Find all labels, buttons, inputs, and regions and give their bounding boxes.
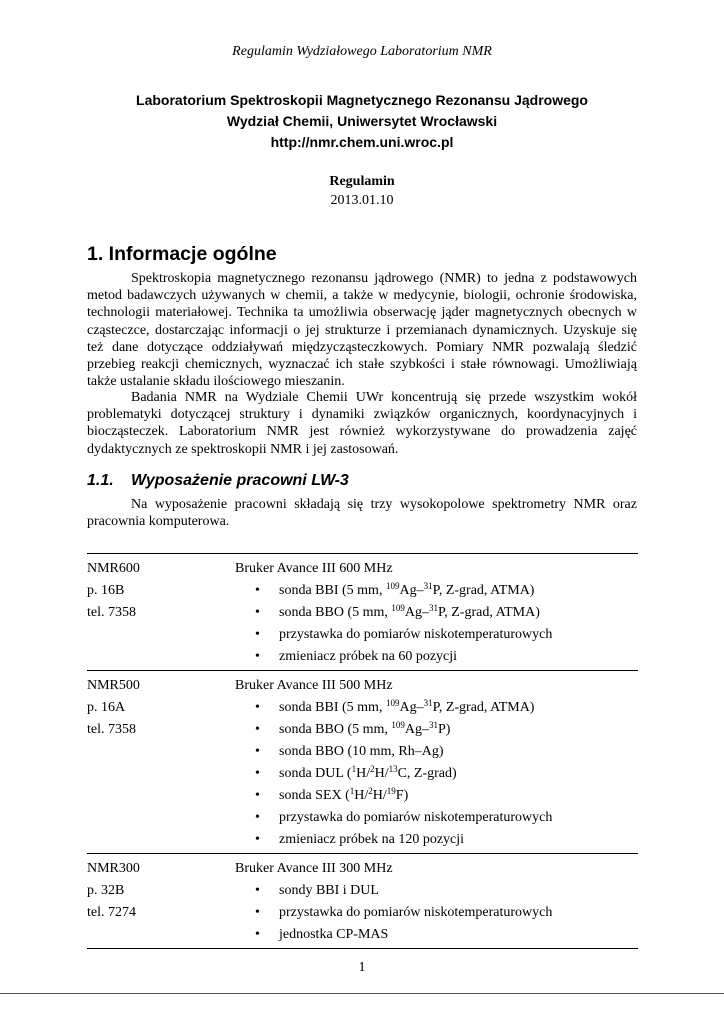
accessory-item: • zmieniacz próbek na 60 pozycji <box>235 646 638 668</box>
faculty-name: Wydział Chemii, Uniwersytet Wrocławski <box>226 113 498 129</box>
equipment-unit-cell <box>87 671 235 854</box>
equipment-unit-cell <box>87 854 235 949</box>
section-1-1-number: 1.1. <box>87 472 114 489</box>
section-1-heading: 1. Informacje ogólne <box>87 243 277 265</box>
room-number: p. 16B <box>87 583 125 598</box>
accessory-item: • sonda SEX ($^1$H/$^2$H/$^{19}$F) <box>235 785 638 807</box>
running-header: Regulamin Wydziałowego Laboratorium NMR <box>232 44 492 59</box>
accessory-item: • sonda BBO (5 mm, $^{109}$Ag–$^{31}$P) <box>235 719 638 741</box>
accessory-item: • przystawka do pomiarów niskotemperaturowych <box>235 624 638 646</box>
spectrometer-model: Bruker Avance III 300 MHz <box>235 861 393 876</box>
phone-number: tel. 7358 <box>87 605 136 620</box>
equipment-spec-cell <box>235 671 638 854</box>
phone-number: tel. 7274 <box>87 905 136 920</box>
equipment-unit-cell <box>87 554 235 671</box>
accessory-item: • sonda DUL ($^1$H/$^2$H/$^{13}$C, Z-grad) <box>235 763 638 785</box>
equipment-row <box>87 671 638 854</box>
accessory-item: • przystawka do pomiarów niskotemperaturowych <box>235 807 638 829</box>
accessory-item: • sonda BBI (5 mm, $^{109}$Ag–$^{31}$P, Z-grad, ATMA) <box>235 697 638 719</box>
accessory-item: • jednostka CP-MAS <box>235 924 638 946</box>
equipment-row <box>87 554 638 671</box>
lab-name: Laboratorium Spektroskopii Magnetycznego Rezonansu Jądrowego <box>136 92 588 108</box>
spectrometer-name: NMR500 <box>87 678 140 693</box>
equipment-row <box>87 854 638 949</box>
accessory-list <box>235 580 638 668</box>
lab-header <box>0 90 724 153</box>
accessory-list <box>235 697 638 851</box>
room-number: p. 16A <box>87 700 126 715</box>
section-1-1-title: Wyposażenie pracowni LW-3 <box>131 472 349 489</box>
regulation-title: Regulamin <box>329 174 395 189</box>
accessory-item: • sonda BBO (5 mm, $^{109}$Ag–$^{31}$P, Z-grad, ATMA) <box>235 602 638 624</box>
accessory-item: • sondy BBI i DUL <box>235 880 638 902</box>
spectrometer-model: Bruker Avance III 600 MHz <box>235 561 393 576</box>
equipment-table <box>87 553 638 949</box>
accessory-item: • przystawka do pomiarów niskotemperaturowych <box>235 902 638 924</box>
section-1-1-intro: Na wyposażenie pracowni składają się trzy wysokopolowe spektrometry NMR oraz pracownia komputerowa. <box>87 497 637 530</box>
spectrometer-model: Bruker Avance III 500 MHz <box>235 678 393 693</box>
footer-divider <box>0 993 724 994</box>
accessory-item: • sonda BBO (10 mm, Rh–Ag) <box>235 741 638 763</box>
room-number: p. 32B <box>87 883 125 898</box>
spectrometer-name: NMR300 <box>87 861 140 876</box>
regulation-title-block <box>0 172 724 210</box>
section-1-paragraph-2: Badania NMR na Wydziale Chemii UWr koncentrują się przede wszystkim wokół problematyki dotyczącej struktury i dynamiki związków organicznych, koordynacyjnych i biocząsteczek. Laboratorium NMR jest również wykorzystywane do prowadzenia zajęć dydaktycznych ze spektroskopii NMR i jej zastosowań. <box>87 390 637 457</box>
section-1-1-heading <box>87 472 349 490</box>
accessory-item: • zmieniacz próbek na 120 pozycji <box>235 829 638 851</box>
spectrometer-name: NMR600 <box>87 561 140 576</box>
regulation-date: 2013.01.10 <box>330 193 394 208</box>
phone-number: tel. 7358 <box>87 722 136 737</box>
accessory-item: • sonda BBI (5 mm, $^{109}$Ag–$^{31}$P, Z-grad, ATMA) <box>235 580 638 602</box>
equipment-spec-cell <box>235 554 638 671</box>
page-number: 1 <box>358 960 366 975</box>
equipment-spec-cell <box>235 854 638 949</box>
lab-url[interactable]: http://nmr.chem.uni.wroc.pl <box>270 134 454 150</box>
section-1-paragraph-1: Spektroskopia magnetycznego rezonansu jądrowego (NMR) to jedna z podstawowych metod badawczych używanych w chemii, a także w medycynie, biologii, ochronie środowiska, technologii materiałowej. Technika ta umożliwia obserwację jąder magnetycznych obecnych w cząsteczce, dostarczając informacji o jej strukturze i przemianach dynamicznych. Uzyskuje się też dane dotyczące oddziaływań międzycząsteczkowych. Pomiary NMR pozwalają śledzić przebieg reakcji chemicznych, wyznaczać ich stałe szybkości i stałe równowagi. Umożliwiają także ustalanie składu ilościowego mieszanin. <box>87 271 637 390</box>
accessory-list <box>235 880 638 946</box>
